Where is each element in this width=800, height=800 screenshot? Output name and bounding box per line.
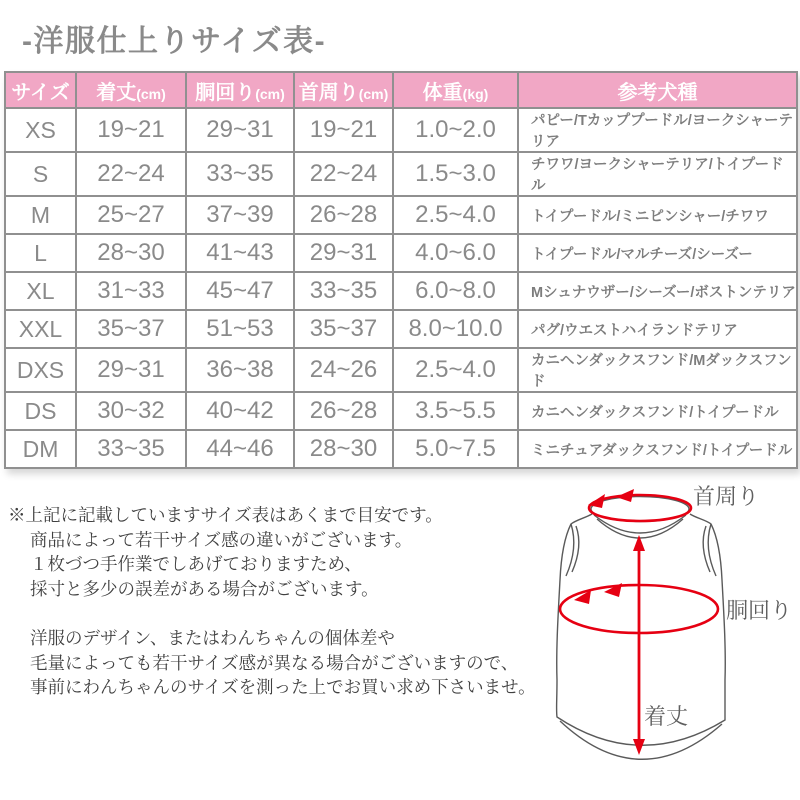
note-line: 事前にわんちゃんのサイズを測った上でお買い求め下さいませ。: [30, 677, 536, 697]
size-notes: [8, 503, 548, 700]
weight-cell: 5.0~7.5: [393, 430, 518, 468]
girth-cell: 29~31: [186, 108, 294, 152]
size-cell: XS: [5, 108, 76, 152]
weight-cell: 8.0~10.0: [393, 310, 518, 348]
dog-shirt-illustration: [540, 478, 800, 800]
header-unit: (cm): [358, 85, 389, 102]
size-cell: S: [5, 152, 76, 196]
header-label: 胴回り: [195, 81, 256, 104]
length-cell: 29~31: [76, 348, 186, 392]
length-cell: 30~32: [76, 392, 186, 430]
table-row: [5, 272, 797, 310]
size-cell: L: [5, 234, 76, 272]
neck-measure-label: 首周り: [693, 484, 760, 509]
neck-cell: 35~37: [294, 310, 393, 348]
weight-cell: 4.0~6.0: [393, 234, 518, 272]
weight-cell: 1.5~3.0: [393, 152, 518, 196]
size-cell: M: [5, 196, 76, 234]
weight-cell: 1.0~2.0: [393, 108, 518, 152]
girth-cell: 51~53: [186, 310, 294, 348]
header-unit: (cm): [136, 85, 166, 102]
table-row: [5, 430, 797, 468]
neck-cell: 24~26: [294, 348, 393, 392]
header-label: 参考犬種: [617, 81, 698, 104]
col-header-girth: [186, 72, 294, 108]
girth-measure-label: 胴回り: [726, 598, 793, 623]
length-cell: 31~33: [76, 272, 186, 310]
size-cell: XL: [5, 272, 76, 310]
girth-cell: 40~42: [186, 392, 294, 430]
girth-cell: 45~47: [186, 272, 294, 310]
table-row: [5, 196, 797, 234]
neck-cell: 29~31: [294, 234, 393, 272]
length-cell: 35~37: [76, 310, 186, 348]
header-label: サイズ: [11, 81, 70, 104]
note-line: 洋服のデザイン、またはわんちゃんの個体差や: [30, 628, 395, 648]
breeds-cell: ミニチュアダックスフンド/トイプードル: [518, 430, 797, 468]
table-row: [5, 392, 797, 430]
size-cell: DXS: [5, 348, 76, 392]
table-row: [5, 108, 797, 152]
measurement-diagram: [540, 478, 800, 800]
girth-cell: 41~43: [186, 234, 294, 272]
neck-measure-ellipse: [589, 495, 691, 521]
breeds-cell: トイプードル/マルチーズ/シーズー: [518, 234, 797, 272]
size-table: [4, 71, 798, 469]
girth-cell: 36~38: [186, 348, 294, 392]
page-title: -洋服仕上りサイズ表-: [22, 25, 327, 58]
header-label: 首周り: [298, 81, 359, 104]
breeds-cell: パピー/Tカッププードル/ヨークシャーテリア: [518, 108, 797, 152]
size-cell: DS: [5, 392, 76, 430]
col-header-length: [76, 72, 186, 108]
weight-cell: 6.0~8.0: [393, 272, 518, 310]
header-label: 着丈: [96, 81, 137, 104]
length-cell: 28~30: [76, 234, 186, 272]
note-line: 毛量によっても若干サイズ感が異なる場合がございますので、: [30, 652, 519, 673]
breeds-cell: Mシュナウザー/シーズー/ボストンテリア: [518, 272, 797, 310]
header-row: [5, 72, 797, 108]
shirt-outline: [557, 497, 726, 760]
col-header-size: [5, 72, 76, 108]
neck-cell: 28~30: [294, 430, 393, 468]
table-row: [5, 348, 797, 392]
size-cell: DM: [5, 430, 76, 468]
note-line: 採寸と多少の誤差がある場合がございます。: [30, 578, 379, 599]
breeds-cell: カニヘンダックスフンド/Mダックスフンド: [518, 348, 797, 392]
weight-cell: 2.5~4.0: [393, 348, 518, 392]
header-unit: (kg): [462, 85, 489, 102]
neck-cell: 26~28: [294, 196, 393, 234]
girth-cell: 33~35: [186, 152, 294, 196]
girth-cell: 37~39: [186, 196, 294, 234]
neck-cell: 26~28: [294, 392, 393, 430]
breeds-cell: チワワ/ヨークシャーテリア/トイプードル: [518, 152, 797, 196]
col-header-weight: [393, 72, 518, 108]
col-header-neck: [294, 72, 393, 108]
header-unit: (cm): [255, 85, 285, 102]
weight-cell: 3.5~5.5: [393, 392, 518, 430]
col-header-breeds: [518, 72, 797, 108]
length-measure-label: 着丈: [644, 704, 689, 729]
breeds-cell: トイプードル/ミニピンシャー/チワワ: [518, 196, 797, 234]
girth-cell: 44~46: [186, 430, 294, 468]
table-row: [5, 234, 797, 272]
neck-cell: 22~24: [294, 152, 393, 196]
length-cell: 22~24: [76, 152, 186, 196]
size-cell: XXL: [5, 310, 76, 348]
table-row: [5, 310, 797, 348]
header-label: 体重: [422, 81, 463, 104]
measurement-marks: [560, 489, 718, 755]
neck-cell: 19~21: [294, 108, 393, 152]
length-arrowhead-icon: [633, 739, 645, 755]
neck-cell: 33~35: [294, 272, 393, 310]
breeds-cell: カニヘンダックスフンド/トイプードル: [518, 392, 797, 430]
length-cell: 33~35: [76, 430, 186, 468]
note-line: ※上記に記載していますサイズ表はあくまで目安です。: [8, 505, 443, 525]
breeds-cell: パグ/ウエストハイランドテリア: [518, 310, 797, 348]
table-row: [5, 152, 797, 196]
length-cell: 19~21: [76, 108, 186, 152]
weight-cell: 2.5~4.0: [393, 196, 518, 234]
note-line: 商品によって若干サイズ感の違いがございます。: [30, 529, 413, 550]
length-cell: 25~27: [76, 196, 186, 234]
note-line: １枚づつ手作業でしあげておりますため、: [30, 554, 362, 574]
